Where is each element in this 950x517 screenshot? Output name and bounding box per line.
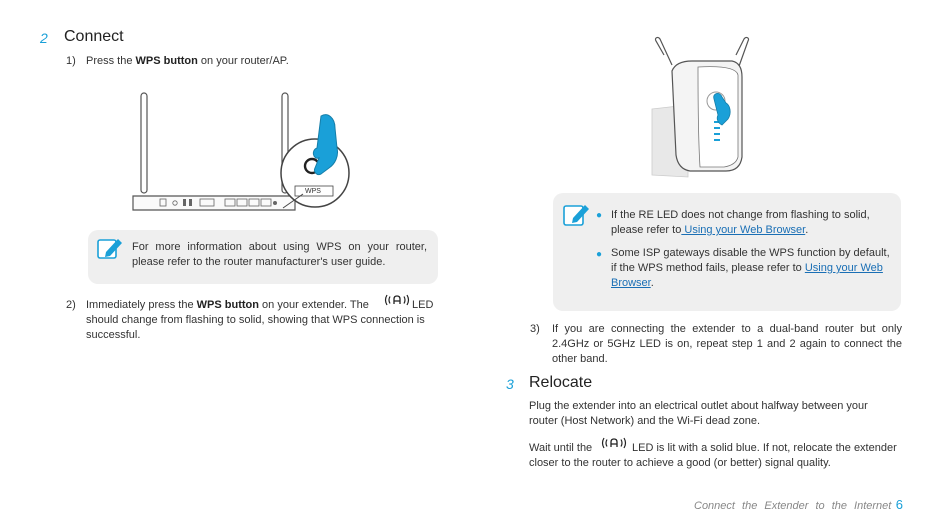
step1-number: 1) (66, 55, 76, 67)
step2-line1: Immediately press the WPS button on your extender. The (86, 299, 369, 311)
step3-number: 3) (530, 323, 540, 335)
section-title-connect: Connect (64, 28, 124, 45)
note-bullet1: If the RE LED does not change from flashing to solid, please refer to Using your Web Browser. (611, 209, 870, 236)
section-number-connect: 2 (40, 30, 48, 46)
page-number: 6 (895, 497, 904, 512)
note-pencil-icon (96, 236, 124, 262)
relocate-para2-start: Wait until the (529, 442, 593, 454)
step1-text: Press the WPS button on your router/AP. (86, 55, 289, 67)
step2-number: 2) (66, 299, 76, 311)
step2-led-word: LED (412, 299, 434, 311)
step2-line2: should change from flashing to solid, showing that WPS connection is successful. (86, 314, 425, 341)
page-footer (694, 496, 903, 514)
router-illustration (125, 88, 355, 218)
re-led-icon-relocate (600, 436, 628, 450)
note-pencil-icon-right (562, 201, 592, 229)
relocate-para2-mid: LED is lit with a solid blue. If not, relocate the extender (632, 442, 897, 454)
re-led-icon (383, 293, 411, 307)
link-web-browser-1[interactable]: Using your Web Browser (681, 224, 806, 236)
section-title-relocate: Relocate (529, 374, 593, 391)
note-text-wps-info: For more information about using WPS on your router, please refer to the router manufacturer's user guide. (132, 241, 427, 268)
router-wps-label: WPS (305, 188, 321, 195)
note-bullet2: Some ISP gateways disable the WPS function by default, if the WPS method fails, please refer to Using your Web Browser. (611, 247, 890, 289)
step3-text: If you are connecting the extender to a dual-band router but only 2.4GHz or 5GHz LED is on, repeat step 1 and 2 again to connect the other band. (552, 323, 902, 365)
extender-illustration (640, 35, 760, 185)
section-number-relocate: 3 (506, 376, 514, 392)
relocate-para1: Plug the extender into an electrical outlet about halfway between your router (Host Network) and the Wi-Fi dead zone. (529, 400, 868, 427)
bullet-icon: ● (596, 210, 603, 221)
link-web-browser-2[interactable]: Using your Web Browser (611, 262, 883, 289)
bullet-icon: ● (596, 249, 603, 260)
relocate-para2-end: closer to the router to achieve a good (or better) signal quality. (529, 457, 831, 469)
footer-title: Connect the Extender to the Internet (694, 500, 892, 512)
